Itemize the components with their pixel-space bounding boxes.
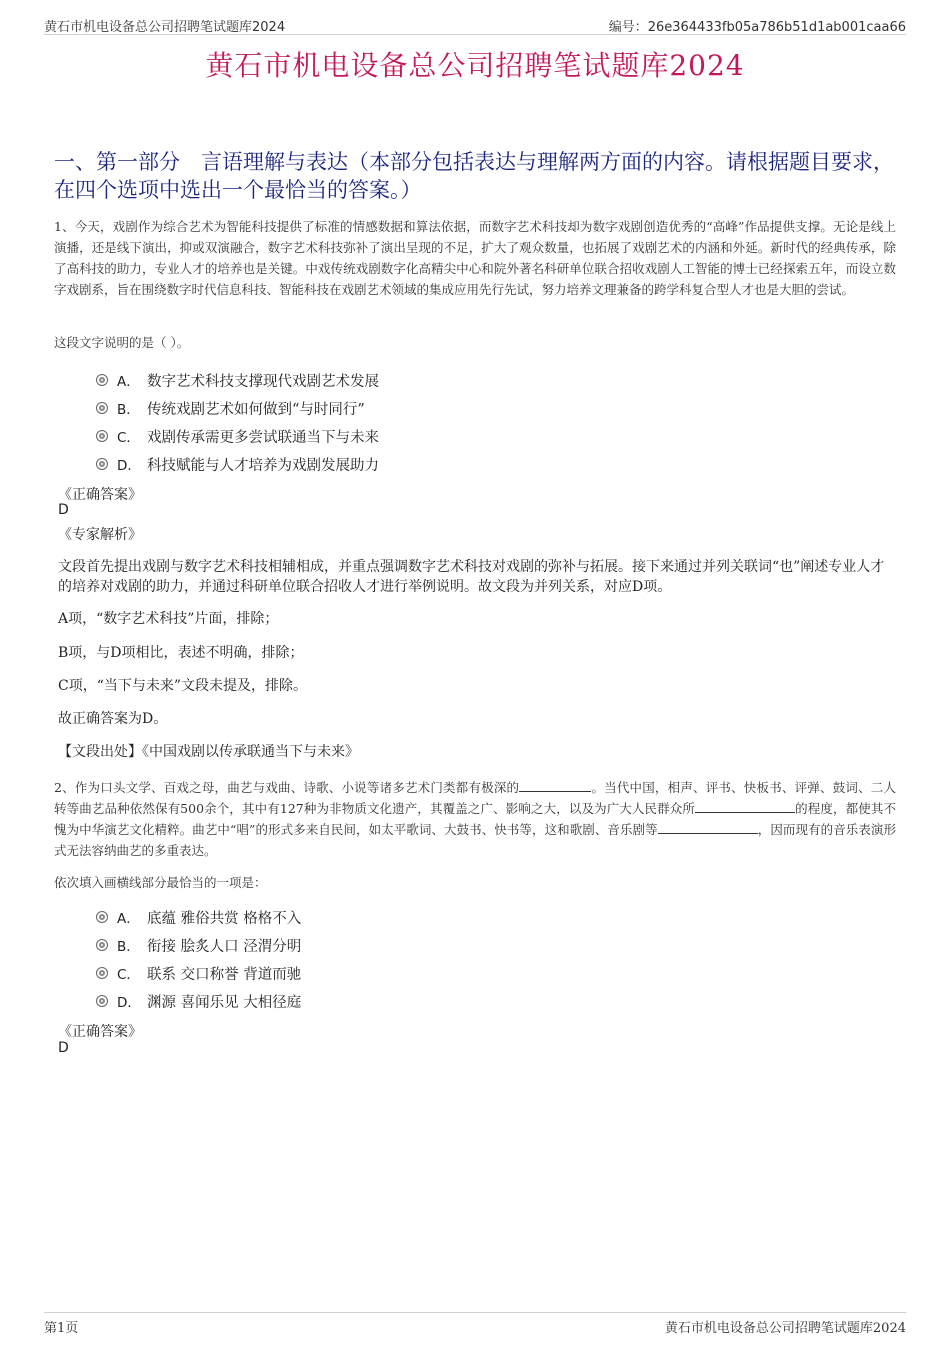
option-b[interactable]: B． 衔接 脍炙人口 泾渭分明 — [96, 931, 796, 959]
radio-icon[interactable] — [96, 458, 108, 470]
page-title: 黄石市机电设备总公司招聘笔试题库2024 — [205, 49, 745, 82]
radio-icon[interactable] — [96, 911, 108, 923]
footer-doc-title: 黄石市机电设备总公司招聘笔试题库2024 — [664, 1321, 906, 1336]
fill-blank-3[interactable] — [658, 820, 724, 834]
question-2-options — [96, 903, 796, 1015]
radio-icon[interactable] — [96, 939, 108, 951]
radio-icon[interactable] — [96, 995, 108, 1007]
question-2-prompt: 依次填入画横线部分最恰当的一项是： — [54, 875, 267, 890]
header-doc-id: 编号：26e364433fb05a786b51d1ab001caa66 — [608, 20, 906, 35]
question-1-analysis-label: 《专家解析》 — [58, 527, 142, 543]
analysis-line-a: A项，“数字艺术科技”片面，排除； — [58, 611, 279, 627]
header-doc-title: 黄石市机电设备总公司招聘笔试题库2024 — [44, 20, 286, 35]
radio-icon[interactable] — [96, 374, 108, 386]
radio-icon[interactable] — [96, 430, 108, 442]
analysis-conclusion: 故正确答案为D。 — [58, 711, 168, 727]
page-number: 第1页 — [44, 1321, 79, 1336]
question-1-options — [96, 366, 796, 478]
fill-blank-2[interactable] — [695, 799, 795, 813]
question-1-answer: D — [58, 502, 69, 518]
page-footer — [44, 1312, 906, 1335]
analysis-paragraph: 文段首先提出戏剧与数字艺术科技相辅相成，并重点强调数字艺术科技对戏剧的弥补与拓展。接下来通过并列关联词“也”阐述专业人才的培养对戏剧的助力，并通过科研单位联合招收人才进行举例说明。故文段为并列关系，对应D项。 — [58, 559, 885, 595]
option-c[interactable]: C． 联系 交口称誉 背道而驰 — [96, 959, 796, 987]
radio-icon[interactable] — [96, 402, 108, 414]
question-2-answer-label: 《正确答案》 — [58, 1024, 142, 1040]
page-header — [44, 12, 906, 35]
option-b[interactable]: B． 传统戏剧艺术如何做到“与时同行” — [96, 394, 796, 422]
analysis-line-b: B项，与D项相比，表述不明确，排除； — [58, 645, 304, 661]
radio-icon[interactable] — [96, 967, 108, 979]
question-1-source: 【文段出处】《中国戏剧以传承联通当下与未来》 — [58, 744, 359, 760]
question-1-answer-label: 《正确答案》 — [58, 487, 142, 503]
fill-blank-1[interactable] — [519, 778, 591, 792]
option-a[interactable]: A． 数字艺术科技支撑现代戏剧艺术发展 — [96, 366, 796, 394]
fill-blank-3-continued[interactable] — [724, 820, 758, 834]
option-c[interactable]: C． 戏剧传承需更多尝试联通当下与未来 — [96, 422, 796, 450]
question-2-text: 2、作为口头文学、百戏之母，曲艺与戏曲、诗歌、小说等诸多艺术门类都有极深的 。当代中国，相声、评书、快板书、评弹、鼓词、二人转等曲艺品种依然保有500余个，其中有127种为非物质文化遗产，其覆盖之广、影响之大，以及为广大人民群众所 的程度，都使其不愧为中华演艺文化精粹。曲艺中“唱”的形式多来自民间，如太平歌词、大鼓书、快书等，这和歌剧、音乐剧等 ，因而现有的音乐表演形式无法容纳曲艺的多重表达。 — [54, 780, 896, 858]
option-a[interactable]: A． 底蕴 雅俗共赏 格格不入 — [96, 903, 796, 931]
question-1-prompt: 这段文字说明的是（ ）。 — [54, 335, 190, 350]
analysis-line-c: C项，“当下与未来”文段未提及，排除。 — [58, 678, 308, 694]
question-2-answer: D — [58, 1040, 69, 1056]
option-d[interactable]: D． 科技赋能与人才培养为戏剧发展助力 — [96, 450, 796, 478]
section-heading: 一、第一部分 言语理解与表达（本部分包括表达与理解两方面的内容。请根据题目要求，在四个选项中选出一个最恰当的答案。） — [54, 150, 894, 202]
question-1-text: 1、今天，戏剧作为综合艺术为智能科技提供了标准的情感数据和算法依据，而数字艺术科技却为数字戏剧创造优秀的“高峰”作品提供支撑。无论是线上演播，还是线下演出，抑或双演融合，数字艺术科技弥补了演出呈现的不足，扩大了观众数量，也拓展了戏剧艺术的内涵和外延。新时代的经典传承，除了高科技的助力，专业人才的培养也是关键。中戏传统戏剧数字化高精尖中心和院外著名科研单位联合招收戏剧人工智能的博士已经探索五年，而设立数字戏剧系，旨在围绕数字时代信息科技、智能科技在戏剧艺术领域的集成应用先行先试，努力培养文理兼备的跨学科复合型人才也是大胆的尝试。 — [54, 219, 896, 297]
option-d[interactable]: D． 渊源 喜闻乐见 大相径庭 — [96, 987, 796, 1015]
